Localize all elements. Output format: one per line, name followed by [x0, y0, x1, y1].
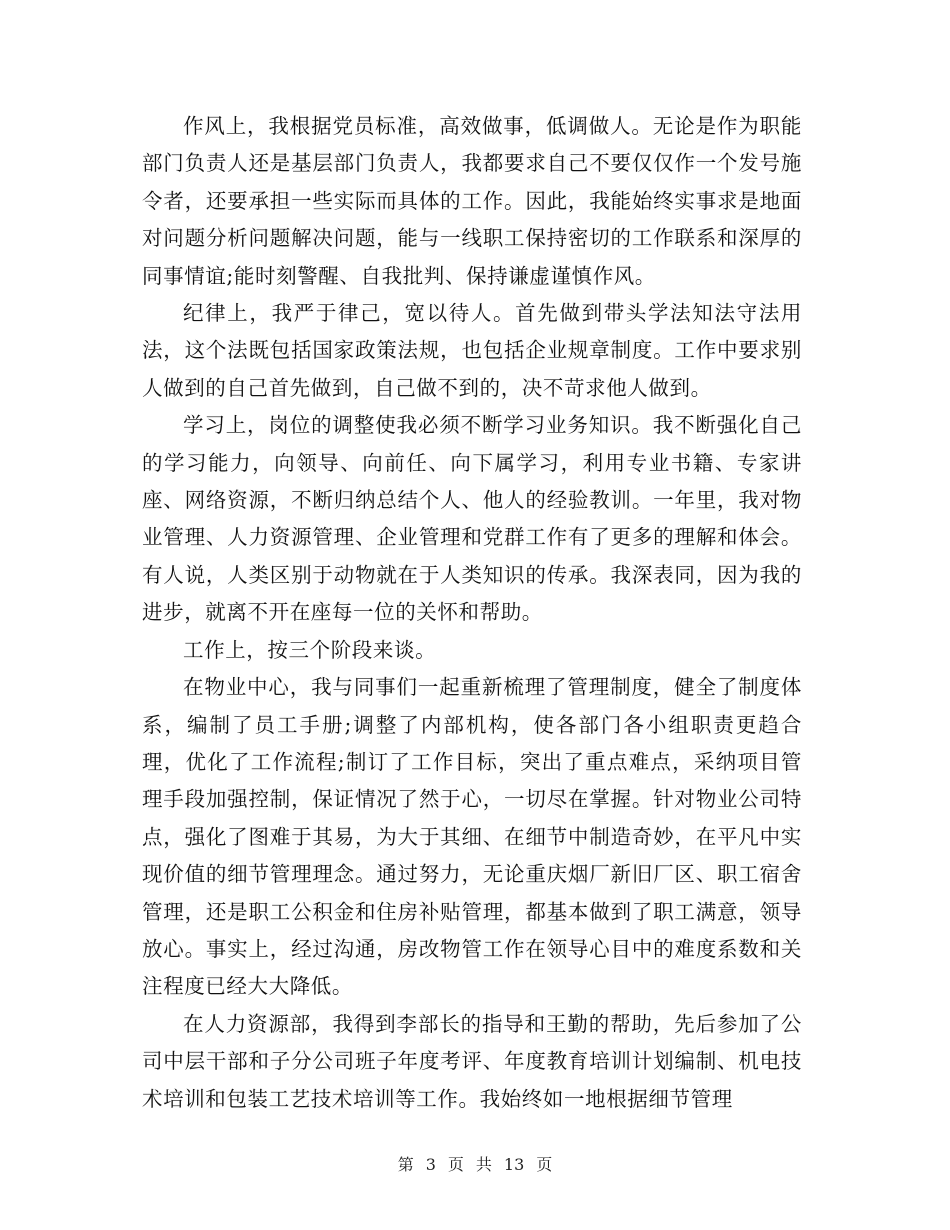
page-label-mid: 页: [447, 1155, 464, 1174]
page-total-number: 13: [503, 1155, 525, 1174]
page-label-suffix: 页: [536, 1155, 553, 1174]
paragraph-work-intro: 工作上，按三个阶段来谈。: [183, 637, 437, 662]
paragraph-hr-department: 在人力资源部，我得到李部长的指导和王勤的帮助，先后参加了公司中层干部和子分公司班子年度考评、年度教育培训计划编制、机电技术培训和包装工艺技术培训等工作。我始终如一地根据细节管理: [142, 1011, 802, 1111]
paragraph-conduct: 作风上，我根据党员标准，高效做事，低调做人。无论是作为职能部门负责人还是基层部门负责人，我都要求自己不要仅仅作一个发号施令者，还要承担一些实际而具体的工作。因此，我能始终实事求是地面对问题分析问题解决问题，能与一线职工保持密切的工作联系和深厚的同事情谊;能时刻警醒、自我批判、保持谦虚谨慎作风。: [142, 114, 802, 288]
paragraph-learning: 学习上，岗位的调整使我必须不断学习业务知识。我不断强化自己的学习能力，向领导、向前任、向下属学习，利用专业书籍、专家讲座、网络资源，不断归纳总结个人、他人的经验教训。一年里，我对物业管理、人力资源管理、企业管理和党群工作有了更多的理解和体会。有人说，人类区别于动物就在于人类知识的传承。我深表同，因为我的进步，就离不开在座每一位的关怀和帮助。: [142, 413, 802, 625]
document-body: [142, 108, 802, 1118]
paragraph-property-center: 在物业中心，我与同事们一起重新梳理了管理制度，健全了制度体系，编制了员工手册;调整了内部机构，使各部门各小组职责更趋合理，优化了工作流程;制订了工作目标，突出了重点难点，采纳项目管理手段加强控制，保证情况了然于心，一切尽在掌握。针对物业公司特点，强化了图难于其易，为大于其细、在细节中制造奇妙，在平凡中实现价值的细节管理理念。通过努力，无论重庆烟厂新旧厂区、职工宿舍管理，还是职工公积金和住房补贴管理，都基本做到了职工满意，领导放心。事实上，经过沟通，房改物管工作在领导心目中的难度系数和关注程度已经大大降低。: [142, 675, 802, 999]
page-label-prefix: 第: [397, 1155, 414, 1174]
page-footer: [0, 1155, 950, 1175]
page-label-total-prefix: 共: [475, 1155, 492, 1174]
page-current-number: 3: [425, 1155, 436, 1174]
paragraph-discipline: 纪律上，我严于律己，宽以待人。首先做到带头学法知法守法用法，这个法既包括国家政策法规，也包括企业规章制度。工作中要求别人做到的自己首先做到，自己做不到的，决不苛求他人做到。: [142, 301, 802, 400]
